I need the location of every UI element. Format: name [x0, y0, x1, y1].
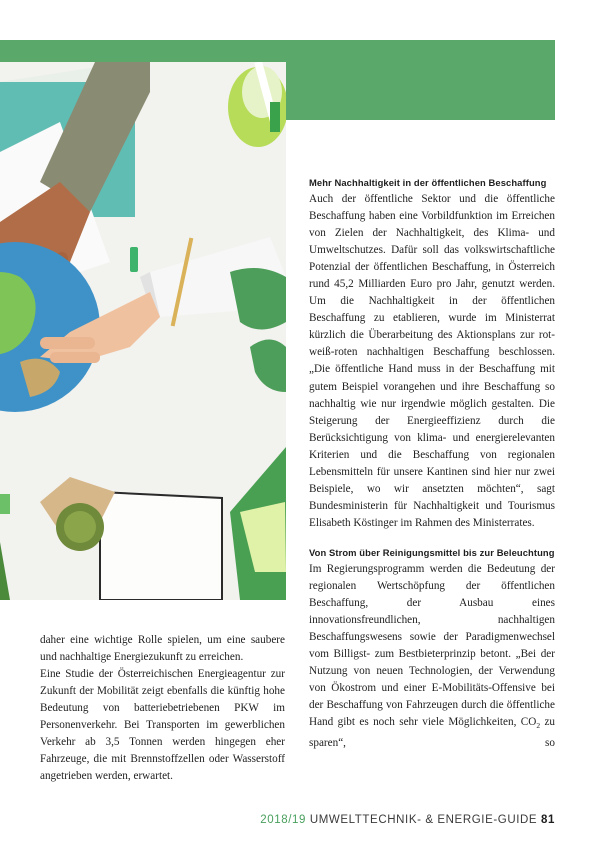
header-color-block [286, 40, 555, 120]
left-text-column [40, 632, 285, 785]
photo-illustration [0, 62, 286, 600]
co2-subscript: 2 [536, 721, 541, 731]
section-heading: Mehr Nachhaltigkeit in der öffentlichen Beschaffung [309, 177, 547, 188]
hero-photo [0, 62, 286, 600]
body-text: Im Regierungsprogramm werden die Bedeutung der regionalen Wertschöpfung der öffentlichen Beschaffung, der Ausbau eines innovationsfreundlichen, nachhaltigen Beschaffungswesens sowie der Paradigmenwechsel vom Billigst- zum Bestbieterprinzip betont. „Bei der Nutzung von neuen Technologien, der Verwendung von Ökostrom und einer E-Mobilitäts-Offensive bei der Beschaffung von Fahrzeugen durch die öffentliche Hand gibt es noch sehr viele Möglichkeiten, CO [309, 562, 555, 729]
body-paragraph: daher eine wichtige Rolle spielen, um eine saubere und nachhaltige Energiezukunft zu erreichen. [40, 634, 285, 664]
body-paragraph: Eine Studie der Österreichischen Energieagentur zur Zukunft der Mobilität zeigt ebenfalls die künftig hohe Bedeutung von batteriebetriebenen PKW im Personenverkehr. Bei Transporten im gewerblichen Verkehr ab 3,5 Tonnen werden hingegen eher Fahrzeuge, die mit Brennstoffzellen oder Wasserstoff angetrieben werden, erwartet. [40, 668, 285, 783]
body-text: zu sparen“, so [309, 716, 555, 749]
section-heading: Von Strom über Reinigungsmittel bis zur Beleuchtung [309, 546, 555, 558]
footer-year: 2018/19 [260, 814, 307, 826]
footer-title: UMWELTTECHNIK- & ENERGIE-GUIDE [306, 814, 541, 826]
body-paragraph [309, 561, 555, 752]
page-number: 81 [541, 814, 555, 826]
body-paragraph: Auch der öffentliche Sektor und die öffentliche Beschaffung haben eine Vorbildfunktion im Erreichen von Zielen der Nachhaltigkeit, des Klima- und Umweltschutzes. Dafür soll das volkswirtschaftliche Potenzial der öffentlichen Beschaffung, in Österreich rund 45,2 Milliarden Euro pro Jahr, genutzt werden. Um die Nachhaltigkeit in der öffentlichen Beschaffung zu etablieren, wurde im Ministerrat kürzlich die Überarbeitung des Aktionsplans zur rot-weiß-roten nachhaltigen Beschaffung beschlossen. „Die öffentliche Hand muss in der Beschaffung mit gutem Beispiel vorangehen und ihre Beschaffung so nachhaltig wie nur irgendwie möglich gestalten. Die Steigerung der Energieeffizienz durch die Berücksichtigung von klima- und energierelevanten Kriterien und die Beschaffung von regionalen Lebensmitteln für unsere Kantinen sind hier nur zwei Beispiele, wo wir ansetzten möchten“, sagt Bundesministerin für Nachhaltigkeit und Tourismus Elisabeth Köstinger im Rahmen des Ministerrates. [309, 193, 555, 529]
right-text-column [309, 174, 555, 752]
page-footer [260, 814, 555, 826]
